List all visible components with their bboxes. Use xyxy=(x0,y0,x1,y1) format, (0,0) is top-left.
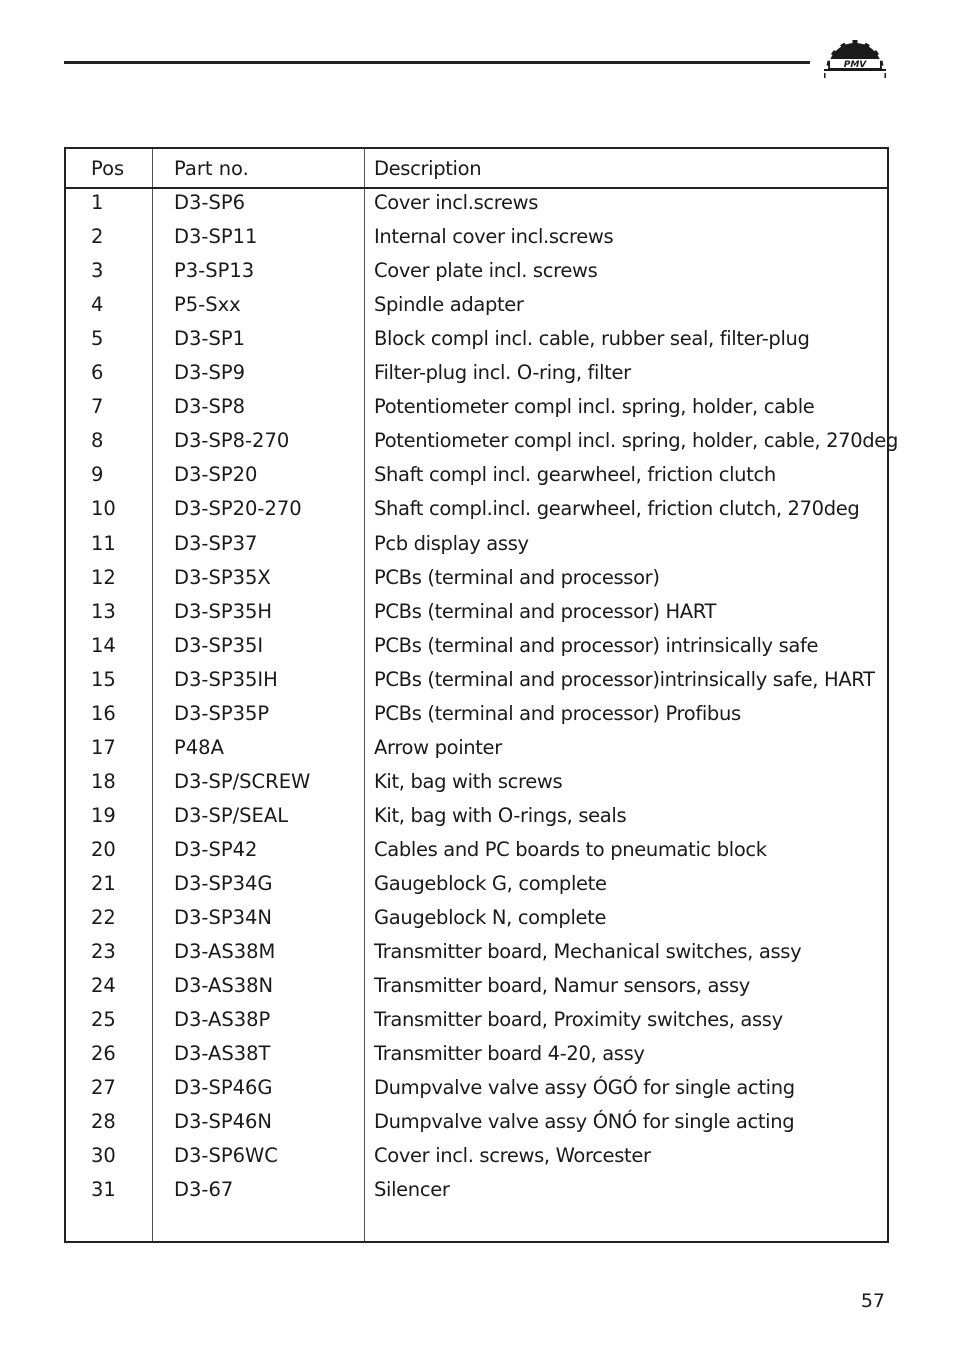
row-pos: 14 xyxy=(91,633,116,657)
row-part-no: D3-SP11 xyxy=(174,225,258,249)
row-part-no: D3-AS38M xyxy=(174,940,276,964)
row-part-no: D3-SP/SEAL xyxy=(174,803,289,827)
table-row xyxy=(66,561,887,595)
row-pos: 8 xyxy=(91,429,104,453)
row-description: Shaft compl.incl. gearwheel, friction clutch, 270deg xyxy=(374,497,860,521)
table-row xyxy=(66,492,887,526)
table-row xyxy=(66,322,887,356)
table-row xyxy=(66,356,887,390)
table-row xyxy=(66,935,887,969)
row-part-no: D3-SP6WC xyxy=(174,1144,278,1168)
table-row xyxy=(66,288,887,322)
table-row xyxy=(66,663,887,697)
row-pos: 2 xyxy=(91,225,104,249)
table-row xyxy=(66,731,887,765)
table-row xyxy=(66,799,887,833)
row-description: Silencer xyxy=(374,1178,450,1202)
row-description: Transmitter board, Namur sensors, assy xyxy=(374,974,750,998)
gear-logo-icon xyxy=(822,36,888,78)
row-pos: 16 xyxy=(91,701,116,725)
header-description: Description xyxy=(374,157,482,180)
row-pos: 19 xyxy=(91,803,116,827)
table-row xyxy=(66,595,887,629)
row-pos: 25 xyxy=(91,1008,116,1032)
table-row xyxy=(66,1173,887,1207)
table-row xyxy=(66,390,887,424)
row-description: Dumpvalve valve assy ÓGÓ for single acting xyxy=(374,1076,795,1100)
row-description: Cables and PC boards to pneumatic block xyxy=(374,837,767,861)
table-row xyxy=(66,867,887,901)
header-pos: Pos xyxy=(91,157,125,180)
row-part-no: D3-SP/SCREW xyxy=(174,769,311,793)
row-description: Dumpvalve valve assy ÓNÓ for single acting xyxy=(374,1110,795,1134)
row-part-no: P3-SP13 xyxy=(174,259,255,283)
row-part-no: D3-SP20-270 xyxy=(174,497,302,521)
row-pos: 18 xyxy=(91,769,116,793)
table-row xyxy=(66,629,887,663)
row-part-no: D3-SP42 xyxy=(174,837,258,861)
row-pos: 13 xyxy=(91,599,116,623)
row-description: Kit, bag with screws xyxy=(374,769,563,793)
row-part-no: D3-SP37 xyxy=(174,531,258,555)
row-description: Filter-plug incl. O-ring, filter xyxy=(374,361,631,385)
row-part-no: D3-AS38P xyxy=(174,1008,271,1032)
row-description: Kit, bag with O-rings, seals xyxy=(374,803,627,827)
row-description: PCBs (terminal and processor) xyxy=(374,565,660,589)
row-part-no: D3-AS38N xyxy=(174,974,274,998)
row-pos: 4 xyxy=(91,293,104,317)
row-pos: 1 xyxy=(91,191,104,214)
table-row xyxy=(66,254,887,288)
row-pos: 22 xyxy=(91,906,116,930)
row-part-no: P5-Sxx xyxy=(174,293,241,317)
table-row xyxy=(66,458,887,492)
table-row xyxy=(66,833,887,867)
table-row xyxy=(66,969,887,1003)
table-row xyxy=(66,765,887,799)
table-row xyxy=(66,1105,887,1139)
row-description: Arrow pointer xyxy=(374,735,502,759)
row-description: Cover incl.screws xyxy=(374,191,539,214)
row-pos: 12 xyxy=(91,565,116,589)
row-part-no: D3-SP46N xyxy=(174,1110,272,1134)
row-part-no: D3-SP8 xyxy=(174,395,246,419)
row-description: Shaft compl incl. gearwheel, friction clutch xyxy=(374,463,776,487)
row-part-no: P48A xyxy=(174,735,224,759)
header-part-no: Part no. xyxy=(174,157,249,180)
row-description: Spindle adapter xyxy=(374,293,524,317)
row-pos: 26 xyxy=(91,1042,116,1066)
table-row xyxy=(66,1037,887,1071)
logo-text: PMV xyxy=(843,60,867,70)
row-part-no: D3-SP8-270 xyxy=(174,429,290,453)
row-pos: 28 xyxy=(91,1110,116,1134)
table-row xyxy=(66,1003,887,1037)
row-part-no: D3-SP20 xyxy=(174,463,258,487)
row-description: Potentiometer compl incl. spring, holder, cable, 270deg xyxy=(374,429,898,453)
table-row xyxy=(66,220,887,254)
table-row xyxy=(66,901,887,935)
table-row xyxy=(66,527,887,561)
row-part-no: D3-SP34N xyxy=(174,906,272,930)
row-part-no: D3-SP35IH xyxy=(174,667,278,691)
row-description: Potentiometer compl incl. spring, holder, cable xyxy=(374,395,815,419)
row-part-no: D3-SP9 xyxy=(174,361,246,385)
row-part-no: D3-SP35I xyxy=(174,633,264,657)
row-part-no: D3-SP35H xyxy=(174,599,273,623)
table-header-row xyxy=(66,152,887,186)
row-part-no: D3-67 xyxy=(174,1178,234,1202)
row-pos: 3 xyxy=(91,259,104,283)
row-part-no: D3-SP6 xyxy=(174,191,246,214)
row-pos: 10 xyxy=(91,497,116,521)
row-description: Block compl incl. cable, rubber seal, filter-plug xyxy=(374,327,810,351)
table-row xyxy=(66,186,887,220)
table-row xyxy=(66,1071,887,1105)
row-pos: 7 xyxy=(91,395,104,419)
row-pos: 5 xyxy=(91,327,104,351)
row-pos: 6 xyxy=(91,361,104,385)
row-description: PCBs (terminal and processor) HART xyxy=(374,599,717,623)
row-description: Cover plate incl. screws xyxy=(374,259,598,283)
row-description: Transmitter board, Mechanical switches, assy xyxy=(374,940,802,964)
table-row xyxy=(66,1139,887,1173)
row-part-no: D3-SP46G xyxy=(174,1076,273,1100)
row-pos: 31 xyxy=(91,1178,116,1202)
row-pos: 21 xyxy=(91,872,116,895)
row-description: Gaugeblock G, complete xyxy=(374,872,607,895)
row-description: Transmitter board 4-20, assy xyxy=(374,1042,645,1066)
page-number: 57 xyxy=(860,1290,885,1312)
row-description: Gaugeblock N, complete xyxy=(374,906,607,930)
row-pos: 24 xyxy=(91,974,116,998)
row-description: Internal cover incl.screws xyxy=(374,225,614,249)
row-description: PCBs (terminal and processor)intrinsically safe, HART xyxy=(374,667,875,691)
row-pos: 20 xyxy=(91,837,116,861)
row-pos: 9 xyxy=(91,463,104,487)
row-pos: 17 xyxy=(91,735,116,759)
row-pos: 23 xyxy=(91,940,116,964)
row-part-no: D3-SP1 xyxy=(174,327,246,351)
row-description: Cover incl. screws, Worcester xyxy=(374,1144,651,1168)
row-pos: 27 xyxy=(91,1076,116,1100)
parts-table xyxy=(64,147,898,1243)
row-part-no: D3-SP35X xyxy=(174,565,271,589)
row-pos: 11 xyxy=(91,531,116,555)
row-description: Transmitter board, Proximity switches, assy xyxy=(374,1008,783,1032)
row-description: Pcb display assy xyxy=(374,531,529,555)
row-part-no: D3-SP35P xyxy=(174,701,270,725)
row-description: PCBs (terminal and processor) intrinsically safe xyxy=(374,633,819,657)
row-pos: 30 xyxy=(91,1144,116,1168)
table-row xyxy=(66,424,898,458)
table-row xyxy=(66,697,887,731)
header-rule xyxy=(64,61,810,64)
row-description: PCBs (terminal and processor) Profibus xyxy=(374,701,741,725)
row-part-no: D3-SP34G xyxy=(174,872,273,895)
row-part-no: D3-AS38T xyxy=(174,1042,271,1066)
row-pos: 15 xyxy=(91,667,116,691)
